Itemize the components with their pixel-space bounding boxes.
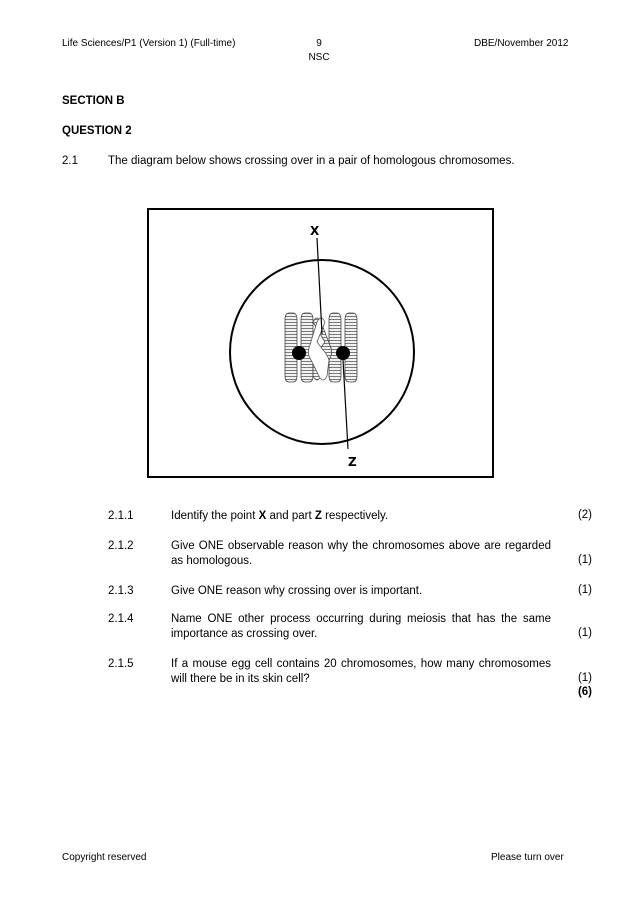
- q2-1-2-text: Give ONE observable reason why the chromosomes above are regarded as homologous.: [171, 540, 551, 567]
- header-page-number: 9: [316, 38, 322, 49]
- q2-1-2-marks: (1): [577, 554, 592, 566]
- q2-1-1-number: 2.1.1: [108, 510, 134, 522]
- q2-1-4-number: 2.1.4: [108, 613, 134, 625]
- q2-1-1-marks: (2): [577, 509, 592, 521]
- q2-1-text: The diagram below shows crossing over in a pair of homologous chromosomes.: [108, 155, 515, 167]
- header-left: Life Sciences/P1 (Version 1) (Full-time): [62, 38, 236, 49]
- q2-1-3-text: Give ONE reason why crossing over is important.: [171, 585, 423, 597]
- q2-1-3-marks: (1): [577, 584, 592, 596]
- diagram-svg: [149, 210, 492, 476]
- section-title: SECTION B: [62, 95, 125, 107]
- q2-1-4-marks: (1): [577, 627, 592, 639]
- q2-1-2-number: 2.1.2: [108, 540, 134, 552]
- label-z: Z: [348, 455, 357, 469]
- q2-1-1-before: Identify the point: [171, 510, 259, 522]
- label-x: X: [310, 224, 320, 238]
- footer-left: Copyright reserved: [62, 852, 147, 863]
- header-right: DBE/November 2012: [474, 38, 569, 49]
- total-marks: (6): [577, 686, 592, 698]
- q2-1-1-middle: and part: [266, 510, 315, 522]
- q2-1-4-text: Name ONE other process occurring during meiosis that has the same importance as crossing over.: [171, 613, 551, 640]
- footer-right: Please turn over: [491, 852, 564, 863]
- q2-1-1-bold-z: Z: [314, 510, 322, 522]
- question-title: QUESTION 2: [62, 125, 132, 137]
- centromere-right: [336, 346, 350, 360]
- q2-1-number: 2.1: [62, 155, 78, 167]
- q2-1-3-number: 2.1.3: [108, 585, 134, 597]
- q2-1-5-number: 2.1.5: [108, 658, 134, 670]
- q2-1-1-bold-x: X: [258, 510, 267, 522]
- header-nsc: NSC: [308, 52, 330, 63]
- q2-1-5-marks: (1): [577, 672, 592, 684]
- q2-1-1-after: respectively.: [321, 510, 389, 522]
- q2-1-1-text: [171, 509, 551, 524]
- centromere-left: [292, 346, 306, 360]
- crossing-over-diagram: [147, 208, 494, 478]
- q2-1-5-text: If a mouse egg cell contains 20 chromosomes, how many chromosomes will there be in its skin cell?: [171, 658, 551, 685]
